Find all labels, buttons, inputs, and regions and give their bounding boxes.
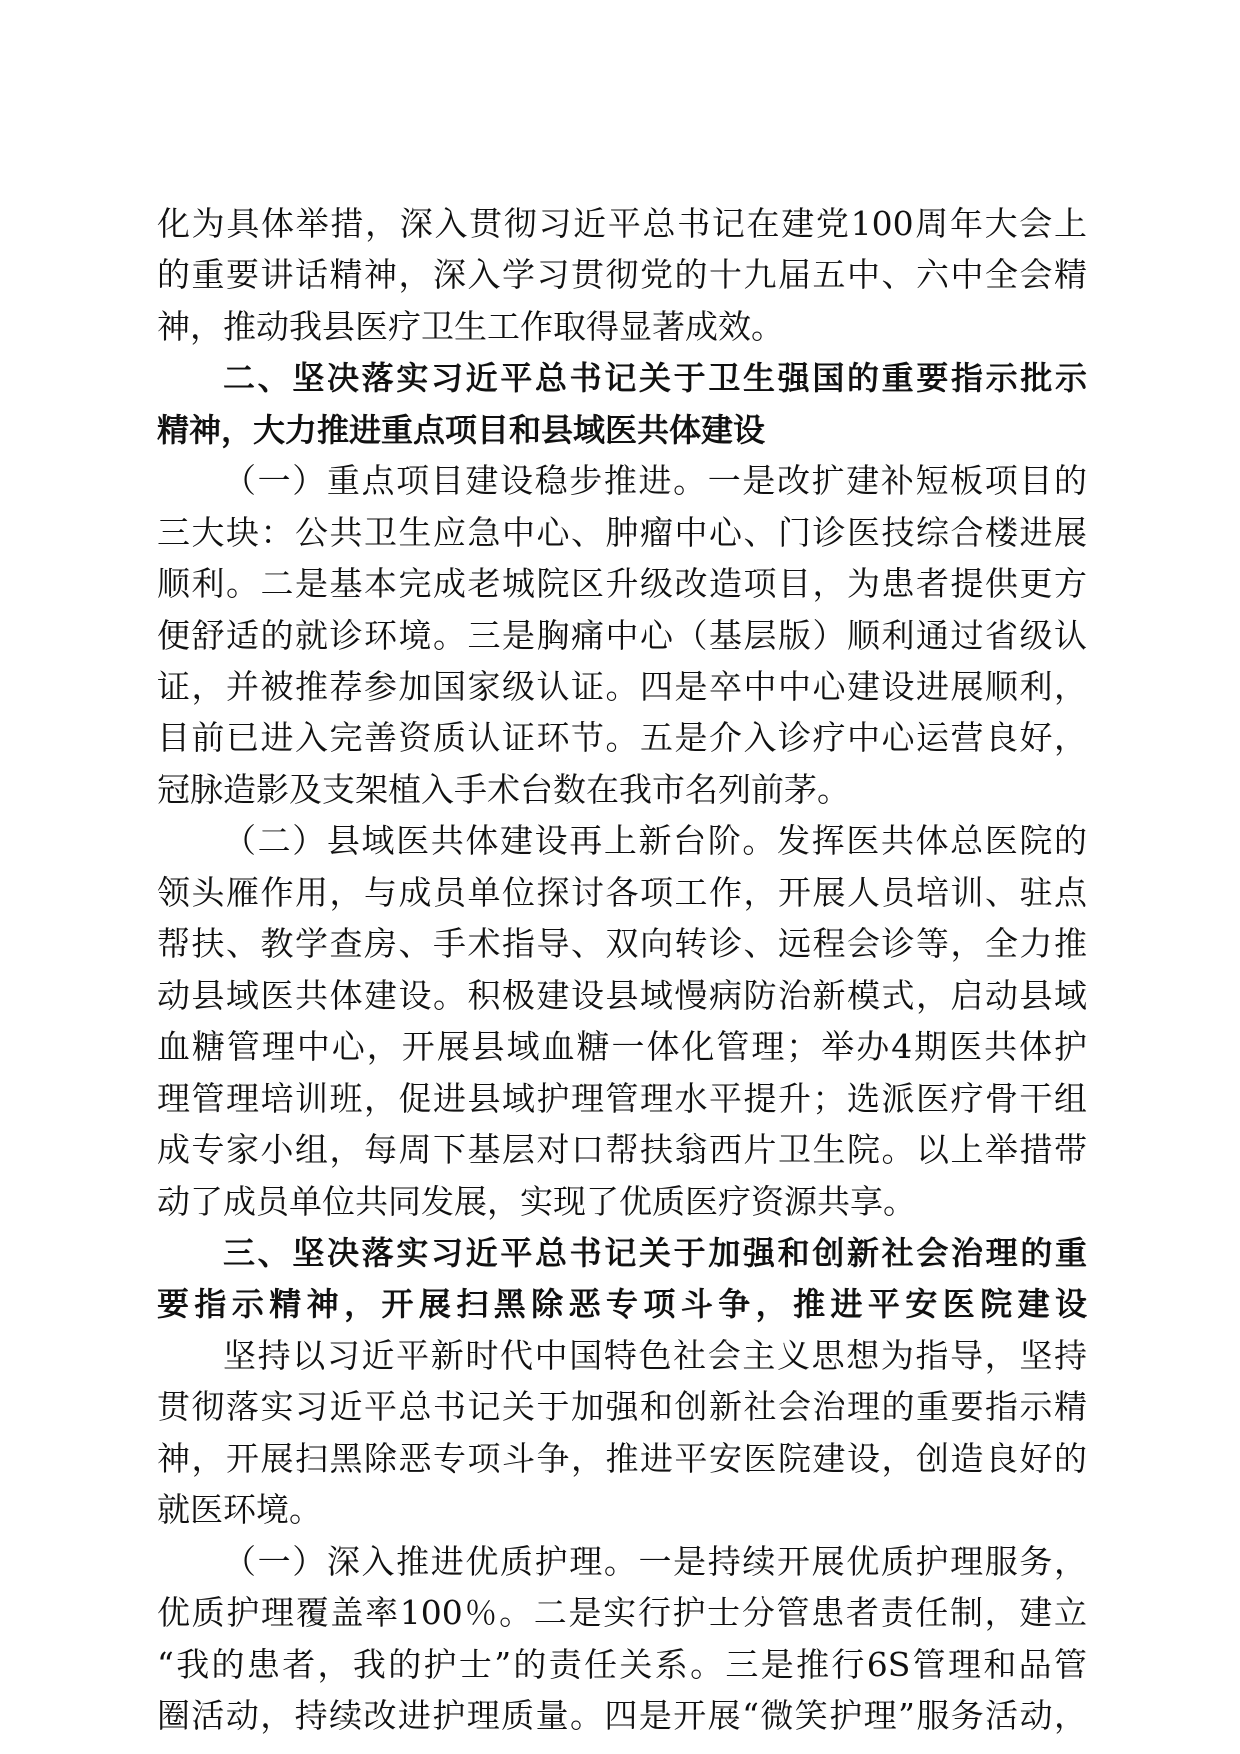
body-text-line: 就医环境。 bbox=[157, 1490, 322, 1529]
body-text-line: 化为具体举措，深入贯彻习近平总书记在建党100周年大会上 bbox=[157, 204, 1087, 243]
body-text-line: 目前已进入完善资质认证环节。五是介入诊疗中心运营良好， bbox=[157, 718, 1087, 757]
body-text-line: 顺利。二是基本完成老城院区升级改造项目，为患者提供更方 bbox=[157, 564, 1087, 603]
body-text-line: 神，开展扫黑除恶专项斗争，推进平安医院建设，创造良好的 bbox=[157, 1439, 1087, 1478]
body-text-line: 动县域医共体建设。积极建设县域慢病防治新模式，启动县域 bbox=[157, 976, 1087, 1015]
body-text-line: 冠脉造影及支架植入手术台数在我市名列前茅。 bbox=[157, 770, 850, 809]
body-text-line: 贯彻落实习近平总书记关于加强和创新社会治理的重要指示精 bbox=[157, 1387, 1087, 1426]
body-text-line: （二）县域医共体建设再上新台阶。发挥医共体总医院的 bbox=[223, 821, 1087, 860]
body-text-line: 血糖管理中心，开展县域血糖一体化管理；举办4期医共体护 bbox=[157, 1027, 1087, 1066]
body-text-line: 理管理培训班，促进县域护理管理水平提升；选派医疗骨干组 bbox=[157, 1079, 1087, 1118]
body-text-line: 坚持以习近平新时代中国特色社会主义思想为指导，坚持 bbox=[223, 1336, 1087, 1375]
body-text-line: 帮扶、教学查房、手术指导、双向转诊、远程会诊等，全力推 bbox=[157, 924, 1087, 963]
body-text-line: 动了成员单位共同发展，实现了优质医疗资源共享。 bbox=[157, 1182, 916, 1221]
body-text-line: （一）深入推进优质护理。一是持续开展优质护理服务， bbox=[223, 1542, 1087, 1581]
section-heading-line: 要指示精神，开展扫黑除恶专项斗争，推进平安医院建设 bbox=[157, 1285, 1087, 1323]
body-text-line: 证，并被推荐参加国家级认证。四是卒中中心建设进展顺利， bbox=[157, 667, 1087, 706]
body-text-line: （一）重点项目建设稳步推进。一是改扩建补短板项目的 bbox=[223, 461, 1087, 500]
section-heading-line: 精神，大力推进重点项目和县域医共体建设 bbox=[157, 411, 766, 449]
body-text-line: “我的患者，我的护士”的责任关系。三是推行6S管理和品管 bbox=[157, 1645, 1087, 1684]
body-text-line: 优质护理覆盖率100％。二是实行护士分管患者责任制，建立 bbox=[157, 1593, 1087, 1632]
section-heading-line: 二、坚决落实习近平总书记关于卫生强国的重要指示批示 bbox=[223, 359, 1087, 397]
body-text-line: 成专家小组，每周下基层对口帮扶翁西片卫生院。以上举措带 bbox=[157, 1130, 1087, 1169]
body-text-line: 领头雁作用，与成员单位探讨各项工作，开展人员培训、驻点 bbox=[157, 873, 1087, 912]
body-text-line: 圈活动，持续改进护理质量。四是开展“微笑护理”服务活动， bbox=[157, 1696, 1087, 1735]
body-text-line: 神，推动我县医疗卫生工作取得显著成效。 bbox=[157, 307, 784, 346]
body-text-line: 便舒适的就诊环境。三是胸痛中心（基层版）顺利通过省级认 bbox=[157, 616, 1087, 655]
body-text-line: 三大块：公共卫生应急中心、肿瘤中心、门诊医技综合楼进展 bbox=[157, 513, 1087, 552]
body-text-line: 的重要讲话精神，深入学习贯彻党的十九届五中、六中全会精 bbox=[157, 255, 1087, 294]
section-heading-line: 三、坚决落实习近平总书记关于加强和创新社会治理的重 bbox=[223, 1234, 1087, 1272]
